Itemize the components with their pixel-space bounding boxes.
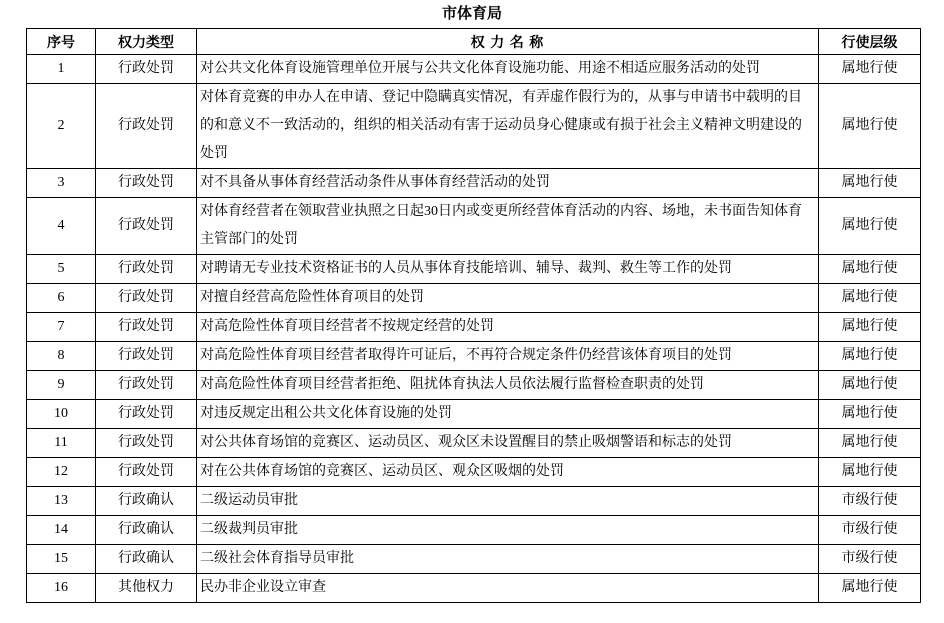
cell-power-type: 行政处罚 (96, 255, 197, 284)
cell-exercise-level: 属地行使 (819, 169, 921, 198)
cell-power-type: 行政确认 (96, 516, 197, 545)
table-row (27, 55, 921, 84)
table-row (27, 284, 921, 313)
cell-power-type: 行政处罚 (96, 429, 197, 458)
cell-power-name: 对高危险性体育项目经营者取得许可证后，不再符合规定条件仍经营该体育项目的处罚 (197, 342, 819, 371)
cell-power-type: 行政处罚 (96, 458, 197, 487)
cell-exercise-level: 属地行使 (819, 284, 921, 313)
cell-index: 16 (27, 574, 96, 603)
cell-exercise-level: 属地行使 (819, 198, 921, 255)
cell-power-type: 行政确认 (96, 545, 197, 574)
cell-exercise-level: 市级行使 (819, 487, 921, 516)
cell-index: 5 (27, 255, 96, 284)
cell-index: 15 (27, 545, 96, 574)
cell-power-name: 二级裁判员审批 (197, 516, 819, 545)
cell-power-name: 对高危险性体育项目经营者不按规定经营的处罚 (197, 313, 819, 342)
table-row (27, 371, 921, 400)
column-header-power-type: 权力类型 (96, 29, 197, 55)
cell-index: 12 (27, 458, 96, 487)
table-row (27, 198, 921, 255)
table-row (27, 169, 921, 198)
cell-power-name: 对擅自经营高危险性体育项目的处罚 (197, 284, 819, 313)
cell-power-type: 行政处罚 (96, 169, 197, 198)
cell-power-type: 行政处罚 (96, 400, 197, 429)
cell-power-name: 对体育竞赛的申办人在申请、登记中隐瞒真实情况，有弄虚作假行为的，从事与申请书中载明的目的和意义不一致活动的，组织的相关活动有害于运动员身心健康或有损于社会主义精神文明建设的处罚 (197, 84, 819, 169)
table-row (27, 574, 921, 603)
cell-power-name: 对在公共体育场馆的竞赛区、运动员区、观众区吸烟的处罚 (197, 458, 819, 487)
cell-power-type: 行政处罚 (96, 84, 197, 169)
cell-power-type: 行政处罚 (96, 55, 197, 84)
cell-index: 3 (27, 169, 96, 198)
cell-power-name: 对高危险性体育项目经营者拒绝、阻扰体育执法人员依法履行监督检查职责的处罚 (197, 371, 819, 400)
cell-index: 2 (27, 84, 96, 169)
cell-power-type: 行政处罚 (96, 284, 197, 313)
table-row (27, 516, 921, 545)
cell-exercise-level: 市级行使 (819, 516, 921, 545)
cell-exercise-level: 属地行使 (819, 342, 921, 371)
page-title: 市体育局 (441, 6, 502, 22)
cell-power-name: 对公共文化体育设施管理单位开展与公共文化体育设施功能、用途不相适应服务活动的处罚 (197, 55, 819, 84)
cell-power-name: 对不具备从事体育经营活动条件从事体育经营活动的处罚 (197, 169, 819, 198)
table-row (27, 255, 921, 284)
table-row (27, 342, 921, 371)
cell-exercise-level: 属地行使 (819, 400, 921, 429)
cell-power-name: 二级社会体育指导员审批 (197, 545, 819, 574)
table-body (27, 55, 921, 603)
cell-power-type: 行政处罚 (96, 313, 197, 342)
table-row (27, 84, 921, 169)
table-header-row (27, 29, 921, 55)
table-row (27, 313, 921, 342)
cell-exercise-level: 属地行使 (819, 574, 921, 603)
column-header-exercise-level: 行使层级 (819, 29, 921, 55)
cell-power-type: 行政处罚 (96, 371, 197, 400)
cell-exercise-level: 属地行使 (819, 55, 921, 84)
cell-exercise-level: 属地行使 (819, 429, 921, 458)
cell-index: 10 (27, 400, 96, 429)
cell-index: 8 (27, 342, 96, 371)
cell-exercise-level: 属地行使 (819, 371, 921, 400)
cell-power-name: 对公共体育场馆的竞赛区、运动员区、观众区未设置醒目的禁止吸烟警语和标志的处罚 (197, 429, 819, 458)
cell-power-type: 行政处罚 (96, 198, 197, 255)
cell-exercise-level: 市级行使 (819, 545, 921, 574)
cell-power-type: 其他权力 (96, 574, 197, 603)
cell-index: 9 (27, 371, 96, 400)
cell-power-name: 对违反规定出租公共文化体育设施的处罚 (197, 400, 819, 429)
cell-power-name: 对体育经营者在领取营业执照之日起30日内或变更所经营体育活动的内容、场地，未书面告知体育主管部门的处罚 (197, 198, 819, 255)
cell-index: 14 (27, 516, 96, 545)
cell-index: 13 (27, 487, 96, 516)
cell-index: 1 (27, 55, 96, 84)
cell-power-type: 行政确认 (96, 487, 197, 516)
cell-exercise-level: 属地行使 (819, 458, 921, 487)
table-row (27, 400, 921, 429)
cell-power-name: 民办非企业设立审查 (197, 574, 819, 603)
cell-exercise-level: 属地行使 (819, 84, 921, 169)
cell-index: 6 (27, 284, 96, 313)
column-header-power-name: 权 力 名 称 (197, 29, 819, 55)
cell-exercise-level: 属地行使 (819, 313, 921, 342)
cell-exercise-level: 属地行使 (819, 255, 921, 284)
cell-index: 4 (27, 198, 96, 255)
cell-index: 7 (27, 313, 96, 342)
cell-power-type: 行政处罚 (96, 342, 197, 371)
column-header-index: 序号 (27, 29, 96, 55)
power-list-table (26, 28, 921, 603)
table-row (27, 545, 921, 574)
table-row (27, 429, 921, 458)
cell-power-name: 对聘请无专业技术资格证书的人员从事体育技能培训、辅导、裁判、救生等工作的处罚 (197, 255, 819, 284)
cell-index: 11 (27, 429, 96, 458)
table-row (27, 487, 921, 516)
cell-power-name: 二级运动员审批 (197, 487, 819, 516)
table-row (27, 458, 921, 487)
